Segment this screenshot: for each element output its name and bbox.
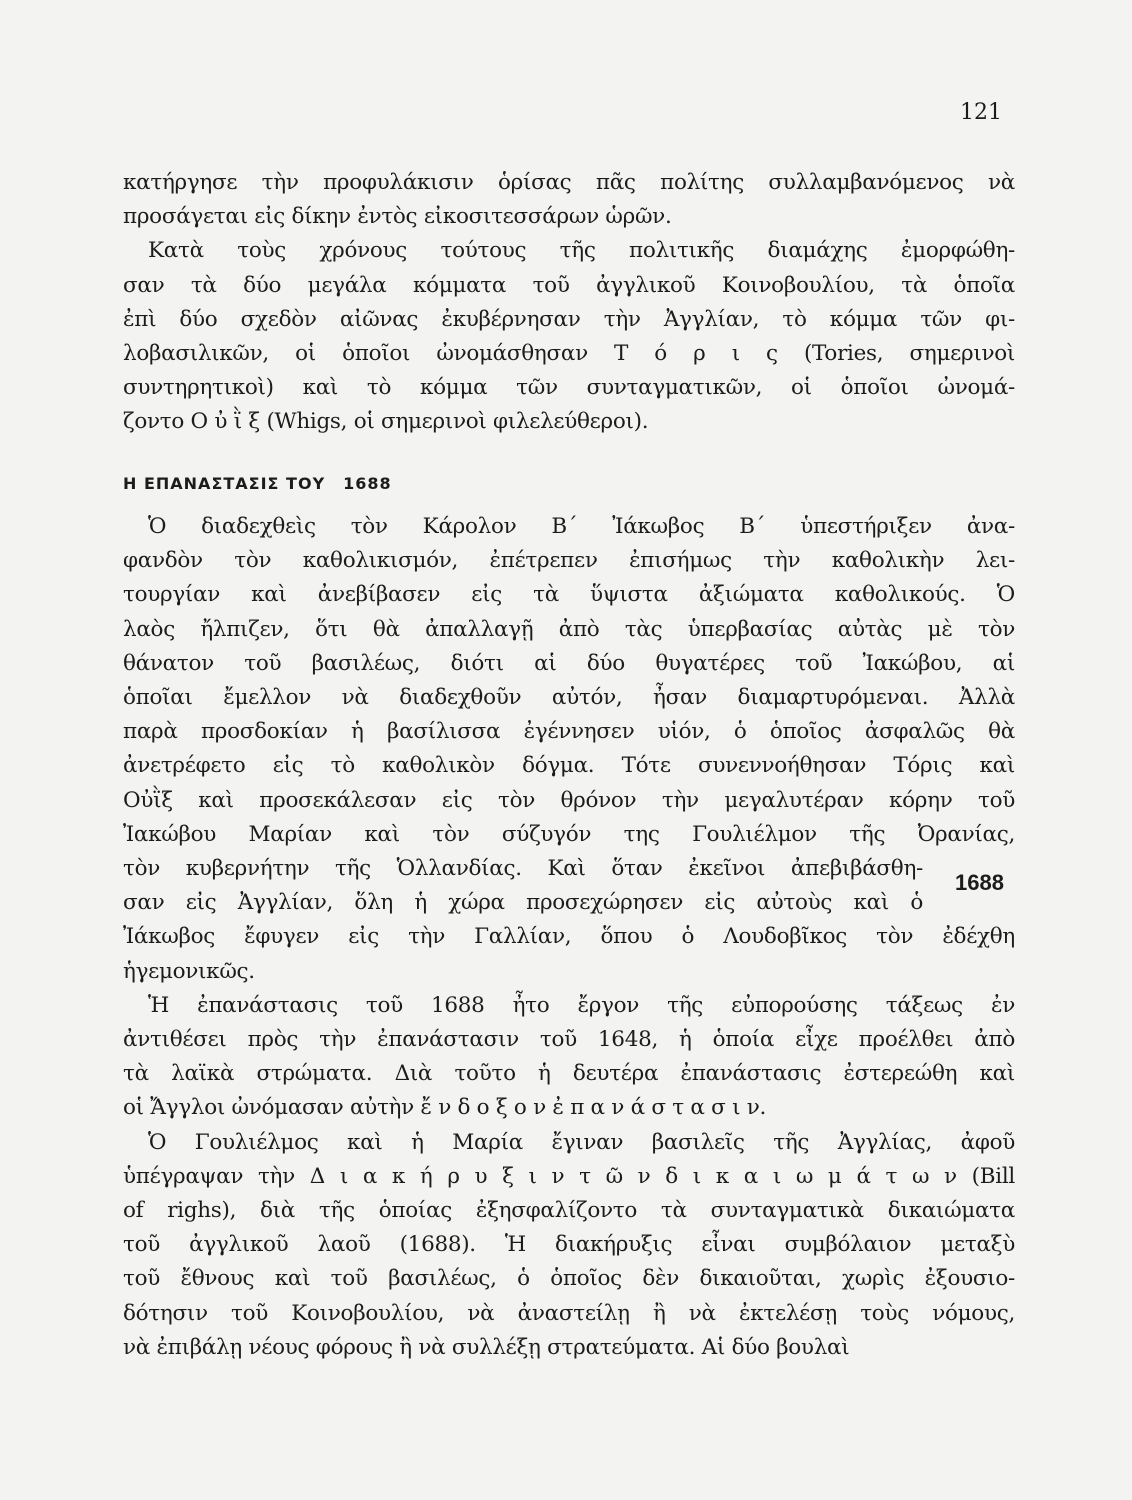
text-line: τὰ λαϊκὰ στρώματα. Διὰ τοῦτο ἡ δευτέρα ἐπανάστασις ἐστερεώθη καὶ bbox=[123, 1061, 1015, 1087]
text-line: Ὁ Γουλιέλμος καὶ ἡ Μαρία ἔγιναν βασιλεῖς τῆς Ἀγγλίας, ἀφοῦ bbox=[148, 1129, 1015, 1155]
text-line: τὸν κυβερνήτην τῆς Ὁλλανδίας. Καὶ ὅταν ἐκεῖνοι ἀπεβιβάσθη- bbox=[123, 856, 923, 881]
text-line: ἀντιθέσει πρὸς τὴν ἐπανάστασιν τοῦ 1648, ἡ ὁποία εἶχε προέλθει ἀπὸ bbox=[123, 1027, 1015, 1052]
text-line: τοῦ ἔθνους καὶ τοῦ βασιλέως, ὁ ὁποῖος δὲν δικαιοῦται, χωρὶς ἐξουσιο- bbox=[123, 1266, 1015, 1292]
text-line: Ἡ ἐπανάστασις τοῦ 1688 ἦτο ἔργον τῆς εὐπορούσης τάξεως ἐν bbox=[148, 992, 1015, 1018]
text-line: Ἰάκωβος ἔφυγεν εἰς τὴν Γαλλίαν, ὅπου ὁ Λουδοβῖκος τὸν ἐδέχθη bbox=[123, 924, 1015, 950]
text-line: φανδὸν τὸν καθολικισμόν, ἐπέτρεπεν ἐπισήμως τὴν καθολικὴν λει- bbox=[123, 548, 1015, 574]
margin-note-year: 1688 bbox=[955, 870, 1004, 895]
section-heading-year: 1688 bbox=[343, 474, 392, 493]
text-line: Κατὰ τοὺς χρόνους τούτους τῆς πολιτικῆς διαμάχης ἐμορφώθη- bbox=[148, 238, 1015, 264]
text-line: σαν εἰς Ἀγγλίαν, ὅλη ἡ χώρα προσεχώρησεν εἰς αὐτοὺς καὶ ὁ bbox=[123, 890, 923, 916]
text-line: παρὰ προσδοκίαν ἡ βασίλισσα ἐγέννησεν υἱόν, ὁ ὁποῖος ἀσφαλῶς θὰ bbox=[123, 719, 1015, 745]
text-line: συντηρητικοὶ) καὶ τὸ κόμμα τῶν συνταγματικῶν, οἱ ὁποῖοι ὠνομά- bbox=[123, 375, 1015, 401]
text-line: δότησιν τοῦ Κοινοβουλίου, νὰ ἀναστείλῃ ἢ νὰ ἐκτελέσῃ τοὺς νόμους, bbox=[123, 1300, 1015, 1326]
text-line: of righs), διὰ τῆς ὁποίας ἐξησφαλίζοντο τὰ συνταγματικὰ δικαιώματα bbox=[123, 1198, 1015, 1223]
text-line: ζοντο Ο ὐ ῒ ξ (Whigs, οἱ σημερινοὶ φιλελεύθεροι). bbox=[123, 409, 649, 435]
text-line: Ἰακώβου Μαρίαν καὶ τὸν σύζυγόν της Γουλιέλμον τῆς Ὀρανίας, bbox=[123, 821, 1015, 847]
text-line: λοβασιλικῶν, οἱ ὁποῖοι ὠνομάσθησαν Τ ό ρ ι ς (Tories, σημερινοὶ bbox=[123, 341, 1015, 366]
text-line: ἀνετρέφετο εἰς τὸ καθολικὸν δόγμα. Τότε συνεννοήθησαν Τόρις καὶ bbox=[123, 753, 1015, 779]
text-line: Ὁ διαδεχθεὶς τὸν Κάρολον Β΄ Ἰάκωβος Β΄ ὑπεστήριξεν ἀνα- bbox=[148, 514, 1015, 539]
text-line: τουργίαν καὶ ἀνεβίβασεν εἰς τὰ ὕψιστα ἀξιώματα καθολικούς. Ὁ bbox=[123, 582, 1015, 608]
text-line: Οὐῒξ καὶ προσεκάλεσαν εἰς τὸν θρόνον τὴν μεγαλυτέραν κόρην τοῦ bbox=[123, 787, 1015, 813]
text-line: ὑπέγραψαν τὴν Δ ι α κ ή ρ υ ξ ι ν τ ῶ ν δ ι κ α ι ω μ ά τ ω ν (Bill bbox=[123, 1163, 1015, 1189]
section-heading bbox=[123, 474, 410, 493]
text-line: ἡγεμονικῶς. bbox=[123, 958, 255, 984]
text-line: ὁποῖαι ἔμελλον νὰ διαδεχθοῦν αὐτόν, ἦσαν διαμαρτυρόμεναι. Ἀλλὰ bbox=[123, 685, 1015, 710]
text-line: τοῦ ἀγγλικοῦ λαοῦ (1688). Ἡ διακήρυξις εἶναι συμβόλαιον μεταξὺ bbox=[123, 1232, 1015, 1258]
text-line: προσάγεται εἰς δίκην ἐντὸς εἰκοσιτεσσάρων ὡρῶν. bbox=[123, 204, 672, 230]
text-line: κατήργησε τὴν προφυλάκισιν ὁρίσας πᾶς πολίτης συλλαμβανόμενος νὰ bbox=[123, 170, 1015, 195]
text-line: νὰ ἐπιβάλῃ νέους φόρους ἢ νὰ συλλέξῃ στρατεύματα. Αἱ δύο βουλαὶ bbox=[123, 1334, 850, 1360]
text-line: λαὸς ἤλπιζεν, ὅτι θὰ ἀπαλλαγῇ ἀπὸ τὰς ὑπερβασίας αὐτὰς μὲ τὸν bbox=[123, 616, 1015, 642]
section-heading-title: Η ΕΠΑΝΑΣΤΑΣΙΣ ΤΟΥ bbox=[123, 474, 326, 493]
text-line: θάνατον τοῦ βασιλέως, διότι αἱ δύο θυγατέρες τοῦ Ἰακώβου, αἱ bbox=[123, 650, 1015, 676]
text-line: σαν τὰ δύο μεγάλα κόμματα τοῦ ἀγγλικοῦ Κοινοβουλίου, τὰ ὁποῖα bbox=[123, 272, 1015, 298]
page-number: 121 bbox=[960, 100, 1002, 125]
text-line: οἱ Ἄγγλοι ὠνόμασαν αὐτὴν ἔ ν δ ο ξ ο ν ἐ π α ν ά σ τ α σ ι ν. bbox=[123, 1095, 767, 1121]
text-line: ἐπὶ δύο σχεδὸν αἰῶνας ἐκυβέρνησαν τὴν Ἀγγλίαν, τὸ κόμμα τῶν φι- bbox=[123, 306, 1015, 332]
